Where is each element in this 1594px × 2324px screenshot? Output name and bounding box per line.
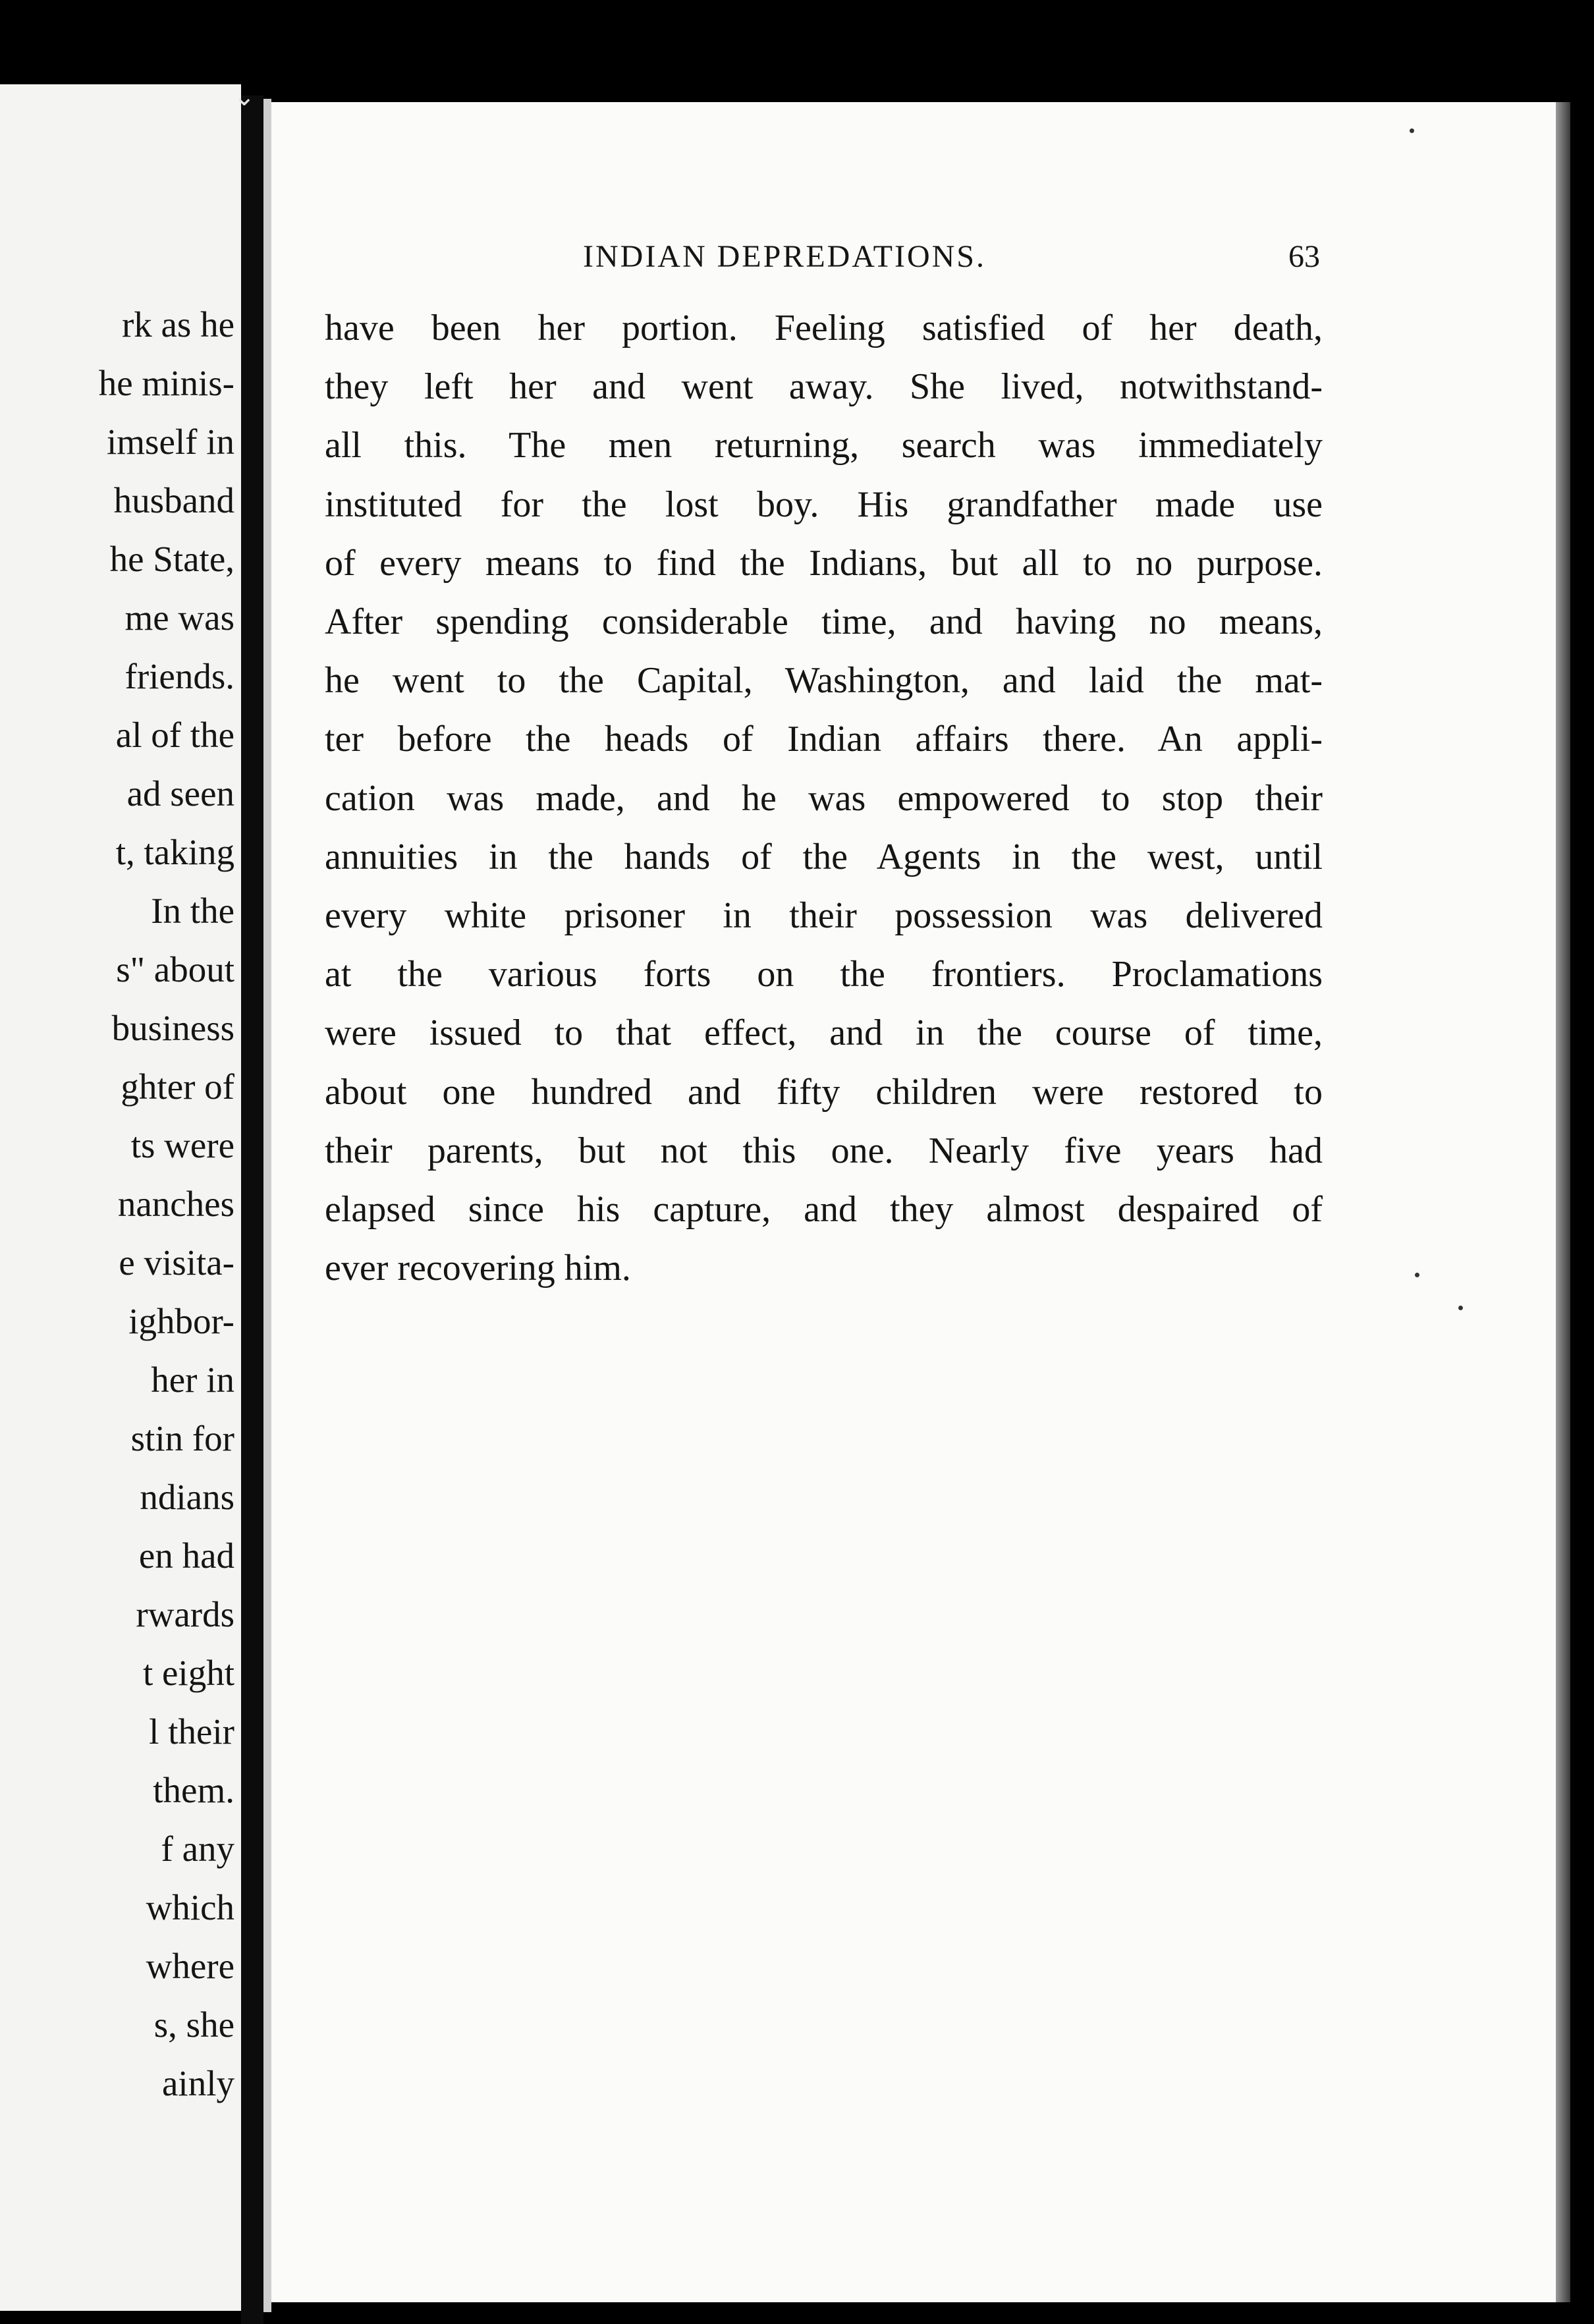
previous-page-fragment bbox=[0, 84, 241, 2311]
previous-page-line: en had bbox=[138, 1536, 234, 1576]
previous-page-line: imself in bbox=[106, 422, 234, 462]
previous-page-line: business bbox=[111, 1008, 234, 1048]
body-line: ever recovering him. bbox=[325, 1248, 631, 1289]
page-edge-shadow bbox=[1556, 102, 1570, 2302]
body-line: ter before the heads of Indian affairs there. An appli- bbox=[325, 719, 1323, 760]
previous-page-line: t, taking bbox=[115, 832, 234, 872]
body-line: cation was made, and he was empowered to stop their bbox=[325, 777, 1323, 819]
previous-page-line: ndians bbox=[140, 1477, 234, 1517]
previous-page-line: rk as he bbox=[121, 304, 234, 345]
previous-page-line: her in bbox=[151, 1360, 234, 1400]
body-line: elapsed since his capture, and they almost despaired of bbox=[325, 1189, 1323, 1230]
body-line: they left her and went away. She lived, notwithstand- bbox=[325, 366, 1323, 408]
body-line: were issued to that effect, and in the course of time, bbox=[325, 1012, 1323, 1054]
previous-page-line: nanches bbox=[117, 1184, 234, 1224]
previous-page-line: where bbox=[146, 1946, 234, 1986]
previous-page-line: e visita- bbox=[119, 1242, 234, 1283]
previous-page-line: s, she bbox=[153, 2005, 234, 2045]
body-line: have been her portion. Feeling satisfied of her death, bbox=[325, 308, 1323, 348]
book-spine-shadow bbox=[241, 96, 263, 2324]
dust-speck bbox=[1415, 1273, 1419, 1277]
body-line: instituted for the lost boy. His grandfather made use bbox=[325, 484, 1323, 525]
previous-page-line: which bbox=[146, 1887, 234, 1927]
previous-page-line: friends. bbox=[124, 656, 234, 696]
previous-page-line: me was bbox=[124, 597, 234, 638]
dust-speck bbox=[1458, 1306, 1463, 1310]
previous-page-line: rwards bbox=[136, 1594, 234, 1634]
dust-speck bbox=[1410, 128, 1414, 133]
body-line: every white prisoner in their possession was delivered bbox=[325, 895, 1323, 936]
body-line: their parents, but not this one. Nearly five years had bbox=[325, 1130, 1323, 1171]
previous-page-line: l their bbox=[149, 1711, 234, 1752]
body-line: at the various forts on the frontiers. Proclamations bbox=[325, 954, 1323, 995]
body-line: he went to the Capital, Washington, and laid the mat- bbox=[325, 660, 1323, 702]
body-line: After spending considerable time, and having no means, bbox=[325, 601, 1323, 642]
previous-page-line: them. bbox=[153, 1770, 234, 1810]
previous-page-line: In the bbox=[151, 891, 234, 931]
previous-page-line: he minis- bbox=[98, 363, 234, 403]
previous-page-line: f any bbox=[161, 1829, 234, 1869]
tear-mark: ⌄ bbox=[233, 82, 256, 112]
body-line: all this. The men returning, search was immediately bbox=[325, 425, 1323, 466]
previous-page-line: al of the bbox=[115, 715, 234, 755]
body-line: annuities in the hands of the Agents in the west, until bbox=[325, 836, 1323, 877]
previous-page-line: s" about bbox=[116, 949, 234, 989]
previous-page-line: t eight bbox=[142, 1653, 234, 1693]
previous-page-line: ghter of bbox=[121, 1066, 234, 1107]
previous-page-line: ighbor- bbox=[128, 1301, 234, 1341]
gutter-edge bbox=[263, 99, 271, 2312]
previous-page-line: stin for bbox=[130, 1418, 234, 1458]
previous-page-line: husband bbox=[113, 480, 234, 520]
page-number: 63 bbox=[1288, 239, 1320, 274]
previous-page-line: ts were bbox=[130, 1125, 234, 1165]
running-head: INDIAN DEPREDATIONS. bbox=[583, 239, 986, 274]
body-line: of every means to find the Indians, but all to no purpose. bbox=[325, 542, 1323, 584]
previous-page-line: ad seen bbox=[126, 773, 234, 814]
body-line: about one hundred and fifty children were restored to bbox=[325, 1071, 1323, 1113]
previous-page-line: he State, bbox=[109, 539, 234, 579]
previous-page-line: ainly bbox=[162, 2063, 234, 2103]
